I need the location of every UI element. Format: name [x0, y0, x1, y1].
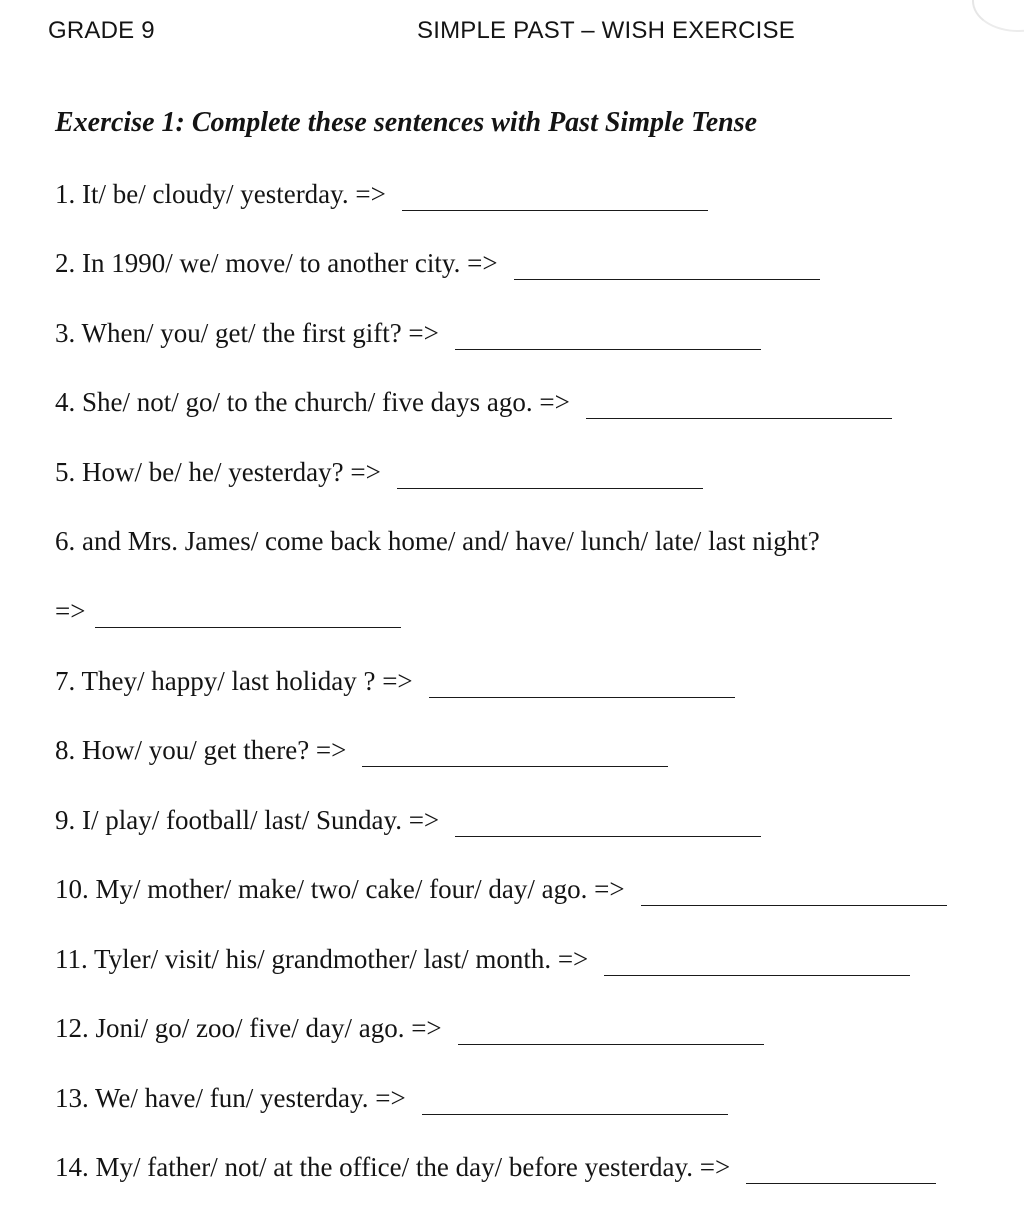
exercise-item-6-answer	[55, 593, 401, 629]
answer-blank-7[interactable]	[429, 697, 735, 698]
exercise-item-7	[55, 663, 735, 699]
grade-label: GRADE 9	[48, 17, 155, 44]
exercise-item-13	[55, 1080, 728, 1116]
item-prompt: 5. How/ be/ he/ yesterday? =>	[55, 457, 381, 487]
exercise-item-6	[55, 523, 820, 559]
exercise-item-2	[55, 245, 820, 281]
exercise-item-3	[55, 315, 761, 351]
item-prompt: 10. My/ mother/ make/ two/ cake/ four/ day/ ago. =>	[55, 874, 625, 904]
item-prompt: 8. How/ you/ get there? =>	[55, 735, 347, 765]
answer-blank-14[interactable]	[746, 1183, 936, 1184]
exercise-item-5	[55, 454, 703, 490]
answer-blank-8[interactable]	[362, 766, 668, 767]
item-prompt: 3. When/ you/ get/ the first gift? =>	[55, 318, 439, 348]
answer-blank-4[interactable]	[586, 418, 892, 419]
arrow-marker: =>	[55, 596, 86, 626]
exercise-item-9	[55, 802, 761, 838]
exercise-item-12	[55, 1010, 764, 1046]
answer-blank-5[interactable]	[397, 488, 703, 489]
exercise-item-14	[55, 1149, 936, 1185]
exercise-item-1	[55, 176, 708, 212]
item-prompt: 9. I/ play/ football/ last/ Sunday. =>	[55, 805, 440, 835]
exercise-item-10	[55, 871, 947, 907]
exercise-item-4	[55, 384, 892, 420]
exercise-heading: Exercise 1: Complete these sentences with Past Simple Tense	[55, 107, 758, 138]
item-prompt: 6. and Mrs. James/ come back home/ and/ have/ lunch/ late/ last night?	[55, 526, 820, 556]
item-prompt: 11. Tyler/ visit/ his/ grandmother/ last/ month. =>	[55, 944, 589, 974]
answer-blank-2[interactable]	[514, 279, 820, 280]
answer-blank-11[interactable]	[604, 975, 910, 976]
answer-blank-6[interactable]	[95, 627, 401, 628]
answer-blank-13[interactable]	[422, 1114, 728, 1115]
item-prompt: 4. She/ not/ go/ to the church/ five days ago. =>	[55, 387, 570, 417]
exercise-item-8	[55, 732, 668, 768]
item-prompt: 14. My/ father/ not/ at the office/ the day/ before yesterday. =>	[55, 1152, 731, 1182]
item-prompt: 7. They/ happy/ last holiday ? =>	[55, 666, 413, 696]
answer-blank-12[interactable]	[458, 1044, 764, 1045]
exercise-item-11	[55, 941, 910, 977]
worksheet-title: SIMPLE PAST – WISH EXERCISE	[417, 17, 795, 44]
item-prompt: 12. Joni/ go/ zoo/ five/ day/ ago. =>	[55, 1013, 442, 1043]
item-prompt: 13. We/ have/ fun/ yesterday. =>	[55, 1083, 406, 1113]
item-prompt: 2. In 1990/ we/ move/ to another city. =>	[55, 248, 498, 278]
answer-blank-3[interactable]	[455, 349, 761, 350]
answer-blank-1[interactable]	[402, 210, 708, 211]
answer-blank-10[interactable]	[641, 905, 947, 906]
answer-blank-9[interactable]	[455, 836, 761, 837]
item-prompt: 1. It/ be/ cloudy/ yesterday. =>	[55, 179, 386, 209]
